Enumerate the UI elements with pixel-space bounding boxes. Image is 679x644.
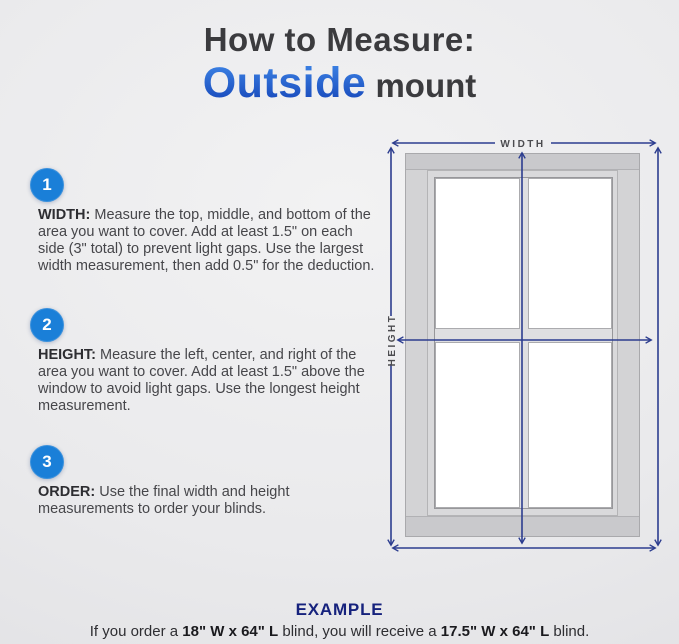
step-2-badge: 2 [30, 308, 64, 342]
step-3-body: Use the final width and height measurements to order your blinds. [38, 484, 290, 517]
step-width [28, 168, 384, 275]
step-1-text [28, 207, 382, 275]
step-3-badge: 3 [30, 445, 64, 479]
window-pane-top-right [528, 178, 613, 329]
step-2-text [28, 347, 382, 415]
example-received-size: 17.5" W x 64" L [440, 623, 550, 640]
window-head-casing [406, 154, 639, 170]
step-3-label: ORDER: [38, 484, 96, 500]
window-sill [406, 516, 639, 536]
example-part1: If you order a [89, 623, 183, 640]
step-1-label: WIDTH: [38, 207, 91, 223]
step-order [28, 445, 384, 518]
step-height [28, 308, 384, 415]
width-dimension-label: WIDTH [500, 139, 546, 150]
steps-list [28, 168, 384, 568]
example-sentence [0, 623, 679, 640]
window-pane-top-left [435, 178, 520, 329]
title-highlight-outside: Outside [202, 58, 367, 107]
example-heading: EXAMPLE [295, 600, 384, 619]
title-line2 [0, 59, 679, 107]
window-pane-bottom-right [528, 342, 613, 508]
step-1-body: Measure the top, middle, and bottom of the area you want to cover. Add at least 1.5" on each side (3" total) to prevent light gaps. Use the largest width measurement, then add 0.5" for the deduction. [38, 207, 375, 274]
window-sash [434, 177, 613, 509]
height-dimension-label: HEIGHT [387, 313, 398, 367]
window-pane-bottom-left [435, 342, 520, 508]
step-2-body: Measure the left, center, and right of the area you want to cover. Add at least 1.5" above the window to avoid light gaps. Use the longest height measurement. [38, 347, 365, 414]
step-1-badge: 1 [30, 168, 64, 202]
example-footer [0, 600, 679, 640]
page-title [0, 22, 679, 107]
step-2-label: HEIGHT: [38, 347, 96, 363]
example-part3: blind. [549, 623, 590, 640]
window-illustration [405, 153, 640, 537]
title-line1: How to Measure: [203, 21, 476, 58]
title-suffix-mount: mount [366, 66, 477, 104]
step-3-text [28, 484, 382, 518]
example-part2: blind, you will receive a [278, 623, 441, 640]
example-ordered-size: 18" W x 64" L [182, 623, 279, 640]
